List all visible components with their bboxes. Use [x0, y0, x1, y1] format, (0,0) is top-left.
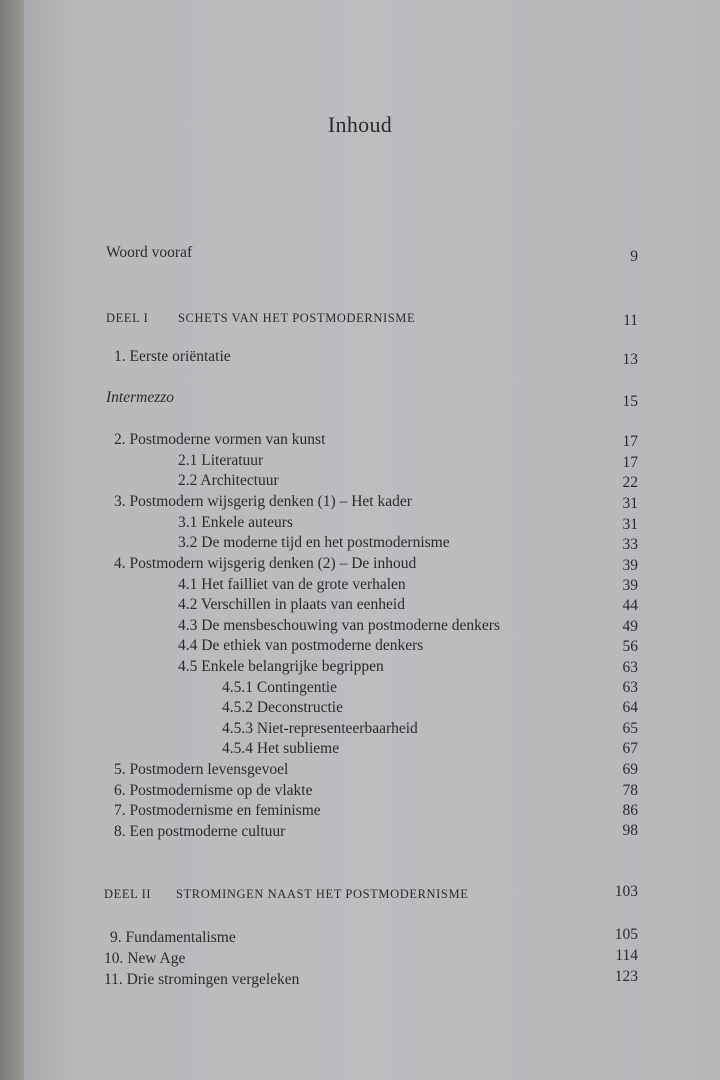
toc-page-5: 69 — [622, 761, 638, 778]
toc-page-deel-2: 103 — [614, 883, 638, 900]
toc-entry-4-5-3: 4.5.3 Niet-representeerbaarheid — [222, 720, 418, 737]
toc-entry-woord-vooraf: Woord vooraf — [106, 244, 193, 261]
toc-page-1: 13 — [622, 351, 638, 368]
book-spine — [0, 0, 24, 1080]
toc-entry-4-4: 4.4 De ethiek van postmoderne denkers — [178, 637, 424, 654]
toc-deel-2-heading — [104, 884, 468, 904]
toc-page-6: 78 — [622, 782, 638, 799]
toc-entry-4-5-4: 4.5.4 Het sublieme — [222, 740, 340, 757]
toc-page-4-3: 49 — [622, 618, 638, 635]
toc-entry-4-2: 4.2 Verschillen in plaats van eenheid — [178, 596, 405, 613]
deel-2-label: DEEL II — [104, 887, 152, 901]
toc-page-10: 114 — [615, 947, 638, 964]
deel-1-label: DEEL I — [106, 311, 149, 325]
toc-page-intermezzo: 15 — [622, 393, 638, 410]
toc-page-7: 86 — [622, 802, 638, 819]
toc-entry-10: 10. New Age — [104, 950, 186, 967]
toc-entry-4-5: 4.5 Enkele belangrijke begrippen — [178, 658, 384, 675]
toc-entry-7: 7. Postmodernisme en feminisme — [114, 802, 321, 819]
toc-entry-4-5-1: 4.5.1 Contingentie — [222, 679, 337, 696]
toc-page-4-5-4: 67 — [622, 740, 638, 757]
toc-page-2-2: 22 — [622, 474, 638, 491]
toc-entry-9: 9. Fundamentalisme — [110, 929, 236, 946]
toc-entry-3: 3. Postmodern wijsgerig denken (1) – Het kader — [114, 493, 412, 510]
toc-page-4-1: 39 — [622, 577, 638, 594]
toc-page-4-5-3: 65 — [622, 720, 638, 737]
toc-entry-4-5-2: 4.5.2 Deconstructie — [222, 699, 343, 716]
toc-entry-4: 4. Postmodern wijsgerig denken (2) – De inhoud — [114, 555, 417, 572]
toc-entry-3-1: 3.1 Enkele auteurs — [178, 514, 293, 531]
toc-page-3-1: 31 — [622, 516, 638, 533]
toc-page-4-5-1: 63 — [622, 679, 638, 696]
toc-page-4-5-2: 64 — [622, 699, 638, 716]
toc-entry-6: 6. Postmodernisme op de vlakte — [114, 782, 313, 799]
toc-entry-intermezzo: Intermezzo — [106, 389, 175, 406]
toc-page-9: 105 — [614, 926, 638, 943]
toc-entry-11: 11. Drie stromingen vergeleken — [104, 971, 300, 988]
toc-page-8: 98 — [622, 822, 638, 839]
toc-entry-5: 5. Postmodern levensgevoel — [114, 761, 289, 778]
deel-2-title: STROMINGEN NAAST HET POSTMODERNISME — [176, 887, 469, 901]
toc-page-4-4: 56 — [622, 638, 638, 655]
toc-page-11: 123 — [614, 968, 638, 985]
toc-page-4: 39 — [622, 557, 638, 574]
toc-entry-2-2: 2.2 Architectuur — [178, 472, 279, 489]
toc-page-3-2: 33 — [622, 536, 638, 553]
toc-page-2: 17 — [622, 433, 638, 450]
toc-entry-8: 8. Een postmoderne cultuur — [114, 823, 286, 840]
toc-deel-1-heading — [106, 308, 415, 328]
toc-page-woord-vooraf: 9 — [630, 248, 638, 265]
toc-entry-2: 2. Postmoderne vormen van kunst — [114, 431, 326, 448]
page-title: Inhoud — [327, 112, 393, 137]
toc-page-4-5: 63 — [622, 659, 638, 676]
deel-1-title: SCHETS VAN HET POSTMODERNISME — [178, 311, 416, 325]
toc-entry-2-1: 2.1 Literatuur — [178, 452, 264, 469]
toc-entry-4-1: 4.1 Het failliet van de grote verhalen — [178, 576, 406, 593]
toc-entry-4-3: 4.3 De mensbeschouwing van postmoderne denkers — [178, 617, 500, 634]
toc-page-deel-1: 11 — [623, 312, 638, 329]
toc-page-2-1: 17 — [622, 454, 638, 471]
toc-entry-1: 1. Eerste oriëntatie — [114, 348, 231, 365]
toc-entry-3-2: 3.2 De moderne tijd en het postmodernisme — [178, 534, 450, 551]
toc-page-3: 31 — [622, 495, 638, 512]
toc-page-4-2: 44 — [622, 597, 638, 614]
